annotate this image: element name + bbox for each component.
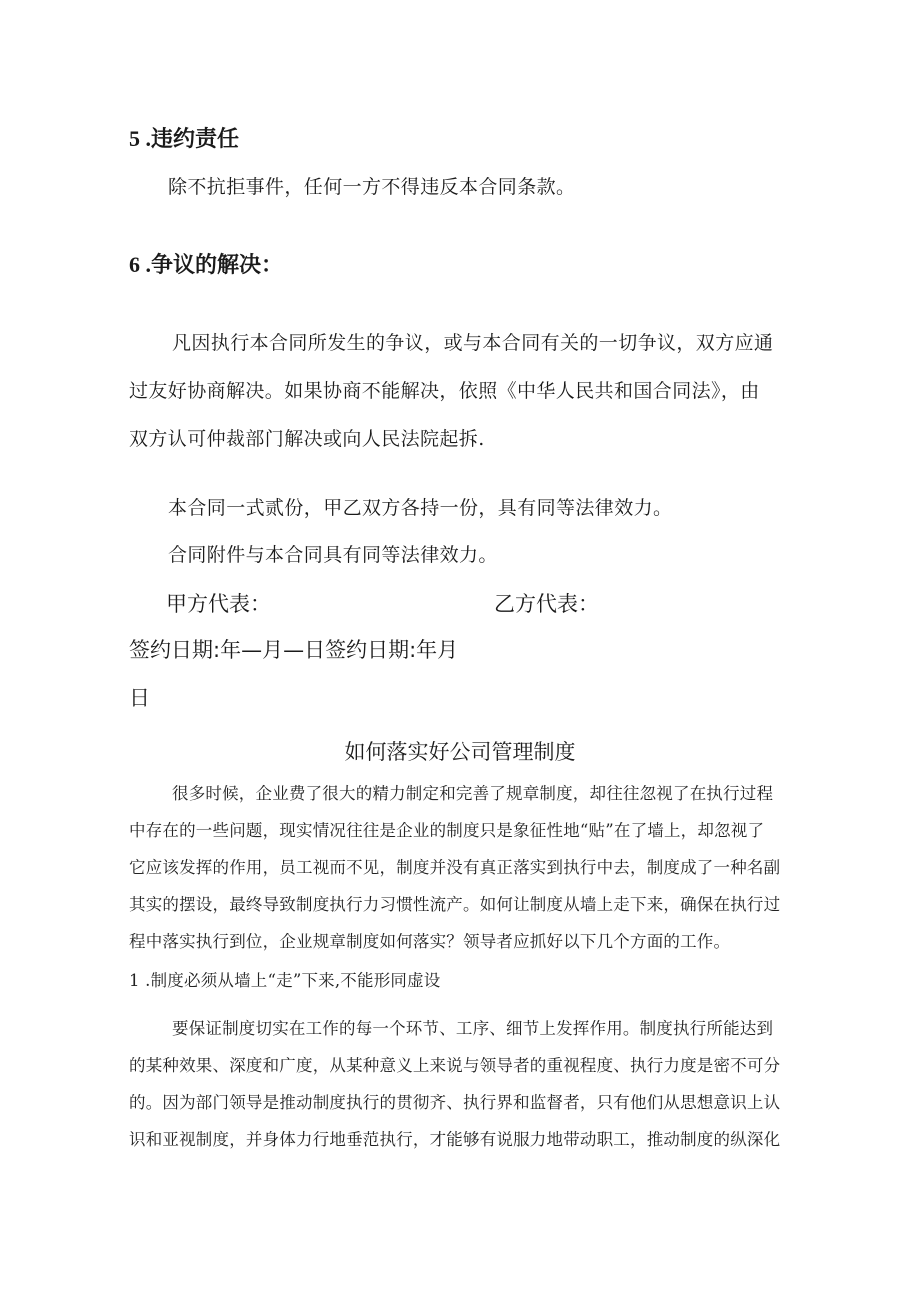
- party-b-representative: 乙方代表：: [494, 592, 599, 616]
- article-intro-line-5: 程中落实执行到位，企业规章制度如何落实？领导者应抓好以下几个方面的工作。: [129, 932, 731, 951]
- point-1-line-2: 的某种效果、深度和广度，从某种意义上来说与领导者的重视程度、执行力度是密不可分: [129, 1056, 781, 1075]
- section-6-line-1: 凡因执行本合同所发生的争议，或与本合同有关的一切争议，双方应通: [172, 332, 774, 354]
- point-1-heading: 1 .制度必须从墙上“走”下来,不能形同虚设: [129, 971, 441, 990]
- section-6-heading: 6 .争议的解决：: [129, 252, 284, 277]
- party-a-representative: 甲方代表：: [166, 592, 271, 616]
- article-intro-line-3: 它应该发挥的作用，员工视而不见，制度并没有真正落实到执行中去，制度成了一种名副: [129, 858, 781, 877]
- point-1-line-3: 的。因为部门领导是推动制度执行的贯彻齐、执行界和监督者，只有他们从思想意识上认: [129, 1093, 781, 1112]
- article-intro-line-2: 中存在的一些问题，现实情况往往是企业的制度只是象征性地“贴”在了墙上，却忽视了: [129, 821, 765, 840]
- article-title: 如何落实好公司管理制度: [344, 740, 576, 764]
- signing-date-line: 签约日期:年—月—日签约日期:年月: [129, 638, 459, 662]
- section-6-line-2: 过友好协商解决。如果协商不能解决，依照《中华人民共和国合同法》，由: [129, 380, 760, 402]
- point-1-line-4: 识和亚视制度，并身体力行地垂范执行，才能够有说服力地带动职工，推动制度的纵深化: [129, 1130, 781, 1149]
- point-1-line-1: 要保证制度切实在工作的每一个环节、工序、细节上发挥作用。制度执行所能达到: [172, 1019, 774, 1038]
- closing-line-2: 合同附件与本合同具有同等法律效力。: [168, 544, 498, 566]
- article-intro-line-1: 很多时候，企业费了很大的精力制定和完善了规章制度，却往往忽视了在执行过程: [172, 784, 774, 803]
- section-5-text: 除不抗拒事件，任何一方不得违反本合同条款。: [168, 176, 576, 198]
- section-5-heading: 5 .违约责任: [129, 126, 240, 151]
- signing-date-tail: 日: [129, 686, 150, 710]
- closing-line-1: 本合同一式贰份，甲乙双方各持一份，具有同等法律效力。: [168, 497, 673, 519]
- article-intro-line-4: 其实的摆设，最终导致制度执行力习惯性流产。如何让制度从墙上走下来，确保在执行过: [129, 895, 781, 914]
- section-6-line-3: 双方认可仲裁部门解决或向人民法院起拆.: [129, 428, 485, 450]
